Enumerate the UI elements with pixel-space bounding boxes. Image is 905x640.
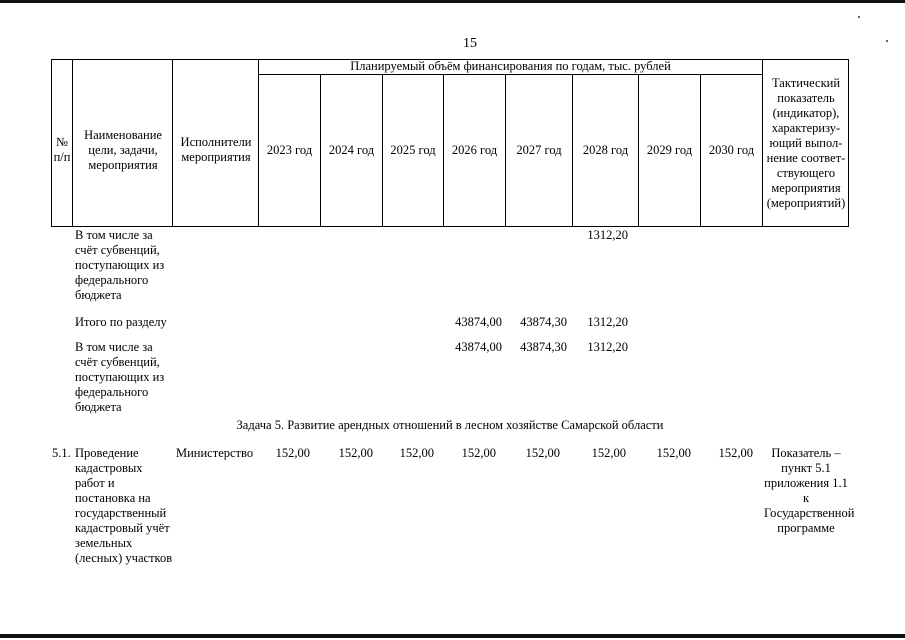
row-name: Итого по разделу [75, 315, 167, 329]
header-year-2029: 2029 год [646, 142, 693, 157]
header-name: Наименование цели, задачи, мероприятия [84, 127, 162, 172]
item-indicator: Показатель – пункт 5.1 приложения 1.1 к Государственной программе [764, 446, 855, 535]
value-2027: 43874,30 [520, 340, 567, 354]
value-2028: 1312,20 [587, 340, 628, 354]
scan-edge-top [0, 0, 905, 3]
value-2028: 1312,20 [587, 315, 628, 329]
header-year-2026: 2026 год [451, 142, 498, 157]
value-2028: 152,00 [591, 446, 626, 460]
item-executor: Министерство [176, 446, 254, 460]
value-2028: 1312,20 [587, 228, 628, 242]
header-executors: Исполнители мероприятия [180, 135, 252, 164]
row-name: В том числе за счёт субвенций, поступающих из федерального бюджета [75, 228, 165, 302]
value-2023: 152,00 [275, 446, 310, 460]
header-year-2027: 2027 год [516, 142, 562, 157]
task-title: Задача 5. Развитие арендных отношений в лесном хозяйстве Самарской области [236, 418, 664, 432]
header-year-2023: 2023 год [266, 142, 313, 157]
scan-speck [886, 40, 888, 42]
header-year-2025: 2025 год [390, 142, 436, 157]
scan-edge-bottom [0, 634, 905, 638]
value-2026: 43874,00 [455, 315, 502, 329]
header-year-2028: 2028 год [582, 142, 629, 157]
scan-speck [858, 16, 860, 18]
value-2027: 43874,30 [520, 315, 567, 329]
row-name: В том числе за счёт субвенций, поступающих из федерального бюджета [75, 340, 165, 414]
value-2029: 152,00 [656, 446, 691, 460]
value-2027: 152,00 [525, 446, 560, 460]
header-funding-group: Планируемый объём финансирования по годам, тыс. рублей [350, 59, 671, 73]
header-year-2024: 2024 год [328, 142, 375, 157]
value-2026: 43874,00 [455, 340, 502, 354]
header-number: № п/п [53, 135, 71, 164]
header-year-2030: 2030 год [708, 142, 755, 157]
item-name: Проведение кадастровых работ и постановка на государственный кадастровый учёт земельных (лесных) участков [75, 446, 173, 565]
header-indicator: Тактический показатель (индикатор), характеризу-ющий выпол-нение соответ-ствующего мероприятия (мероприятий) [766, 75, 846, 210]
value-2026: 152,00 [461, 446, 496, 460]
value-2024: 152,00 [338, 446, 373, 460]
value-2025: 152,00 [399, 446, 434, 460]
value-2030: 152,00 [718, 446, 753, 460]
item-number: 5.1. [52, 446, 71, 460]
page-number: 15 [463, 36, 477, 51]
